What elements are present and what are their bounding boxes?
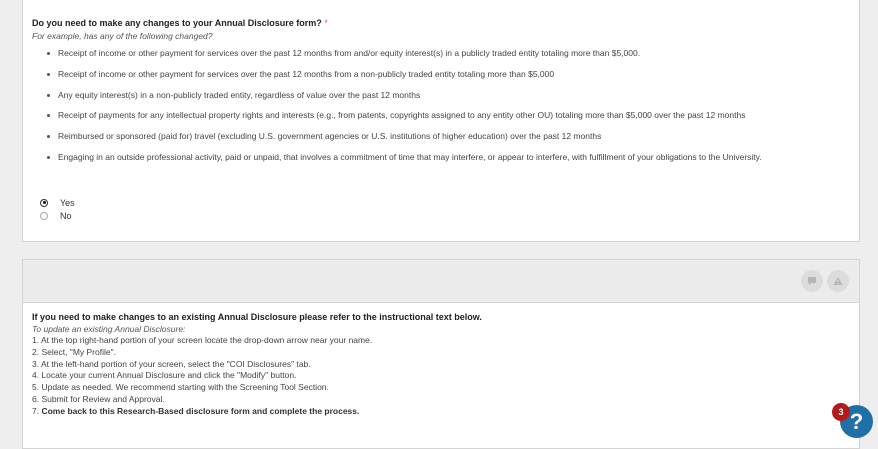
- question-title-text: Do you need to make any changes to your Annual Disclosure form?: [32, 18, 322, 28]
- question-title: [32, 18, 328, 28]
- radio-no[interactable]: [40, 212, 48, 220]
- radio-no-label[interactable]: No: [60, 210, 72, 221]
- comment-icon: [807, 276, 817, 286]
- radio-yes[interactable]: [40, 199, 48, 207]
- final-step-number: 7.: [32, 405, 40, 416]
- step-line-final: [32, 406, 372, 418]
- step-line: 2. Select, "My Profile".: [32, 346, 116, 357]
- step-line: 3. At the left-hand portion of your screen, select the "COI Disclosures" tab.: [32, 358, 311, 369]
- radio-yes-label[interactable]: Yes: [60, 197, 75, 208]
- instructions-title: If you need to make changes to an existing Annual Disclosure please refer to the instructional text below.: [32, 312, 482, 322]
- radio-option-no[interactable]: [40, 209, 75, 222]
- list-item: Receipt of income or other payment for services over the past 12 months from a non-publicly traded entity totaling more than $5,000: [32, 69, 762, 90]
- step-line: 1. At the top right-hand portion of your screen locate the drop-down arrow near your name.: [32, 335, 373, 345]
- card-header: [23, 260, 859, 303]
- instructions-card: [22, 259, 860, 449]
- change-criteria-list: [32, 48, 762, 173]
- list-item: Receipt of payments for any intellectual property rights and interests (e.g., from patents, copyrights assigned to any entity other OU) totaling more than $5,000 over the past 12 months: [32, 110, 762, 131]
- list-item: Any equity interest(s) in a non-publicly traded entity, regardless of value over the past 12 months: [32, 90, 762, 111]
- required-marker: *: [324, 18, 328, 28]
- warning-icon: [833, 276, 843, 286]
- step-line: 5. Update as needed. We recommend starting with the Screening Tool Section.: [32, 382, 329, 393]
- list-item: Receipt of income or other payment for services over the past 12 months from and/or equity interest(s) in a publicly traded entity totaling more than $5,000.: [32, 48, 762, 69]
- final-step-text: Come back to this Research-Based disclosure form and complete the process.: [41, 405, 360, 416]
- question-icon: ?: [849, 408, 864, 434]
- question-card: [22, 0, 860, 242]
- question-subtitle: For example, has any of the following changed?: [32, 31, 213, 41]
- instructions-steps: [32, 335, 372, 418]
- alert-button[interactable]: [827, 270, 849, 292]
- step-line: 6. Submit for Review and Approval.: [32, 393, 165, 404]
- list-item: Reimbursed or sponsored (paid for) travel (excluding U.S. government agencies or U.S. institutions of higher education) over the past 12 months: [32, 131, 762, 152]
- answer-radio-group: [40, 196, 75, 222]
- list-item: Engaging in an outside professional activity, paid or unpaid, that involves a commitment of time that may interfere, or appear to interfere, with fulfillment of your obligations to the University.: [32, 152, 762, 173]
- step-line: 4. Locate your current Annual Disclosure and click the "Modify" button.: [32, 370, 297, 381]
- instructions-subtitle: To update an existing Annual Disclosure:: [32, 324, 186, 334]
- notification-badge: 3: [832, 403, 850, 421]
- comment-button[interactable]: [801, 270, 823, 292]
- radio-option-yes[interactable]: [40, 196, 75, 209]
